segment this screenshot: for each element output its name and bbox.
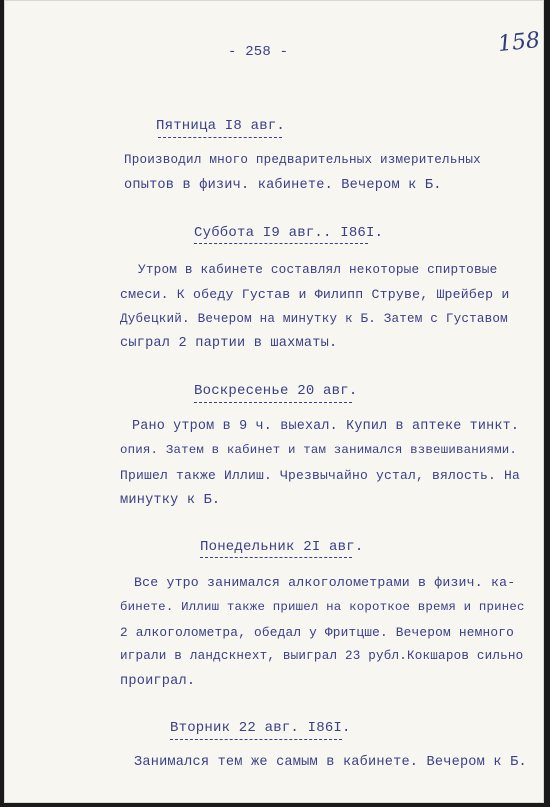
entry-heading: Понедельник 2I авг. <box>200 539 364 555</box>
handwritten-folio-number: 158 <box>496 27 542 58</box>
entry-line: бинете. Иллиш также пришел на короткое время и принес <box>120 600 525 614</box>
entry-line: Производил много предварительных измерительных <box>124 153 481 167</box>
entry-line: смеси. К обеду Густав и Филипп Струве, Шрейбер и <box>120 287 510 302</box>
entry-line: Рано утром в 9 ч. выехал. Купил в аптеке тинкт. <box>132 419 520 434</box>
heading-underline <box>200 557 352 558</box>
entry-line: опия. Затем в кабинет и там занимался взвешиваниями. <box>120 443 518 457</box>
entry-line: Дубецкий. Вечером на минутку к Б. Затем с Густавом <box>120 312 508 326</box>
heading-underline <box>158 137 282 138</box>
entry-line: Все утро занимался алкоголометрами в физич. ка- <box>134 575 516 590</box>
heading-underline <box>194 402 352 403</box>
page-number: - 258 - <box>228 44 289 60</box>
entry-line: минутку к Б. <box>120 493 221 508</box>
entry-line: 2 алкоголометра, обедал у Фритцше. Вечером немного <box>120 625 514 640</box>
entry-heading: Вторник 22 авг. I86I. <box>170 720 351 736</box>
heading-underline <box>194 243 368 244</box>
entry-line: Утром в кабинете составлял некоторые спиртовые <box>138 262 498 277</box>
entry-line: опытов в физич. кабинете. Вечером к Б. <box>124 178 442 193</box>
entry-heading: Пятница I8 авг. <box>156 118 286 134</box>
entry-line: проиграл. <box>120 674 196 689</box>
entry-line: Занимался тем же самым в кабинете. Вечером к Б. <box>134 755 527 770</box>
entry-line: играли в ландскнехт, выиграл 23 рубл.Кокшаров сильно <box>120 649 524 663</box>
entry-heading: Воскресенье 20 авг. <box>194 383 358 399</box>
document-page <box>4 0 544 803</box>
entry-heading: Суббота I9 авг.. I86I. <box>194 225 384 241</box>
entry-line: Пришел также Иллиш. Чрезвычайно устал, вялость. На <box>120 468 521 483</box>
heading-underline <box>170 739 342 740</box>
entry-line: сыграл 2 партии в шахматы. <box>120 336 338 351</box>
